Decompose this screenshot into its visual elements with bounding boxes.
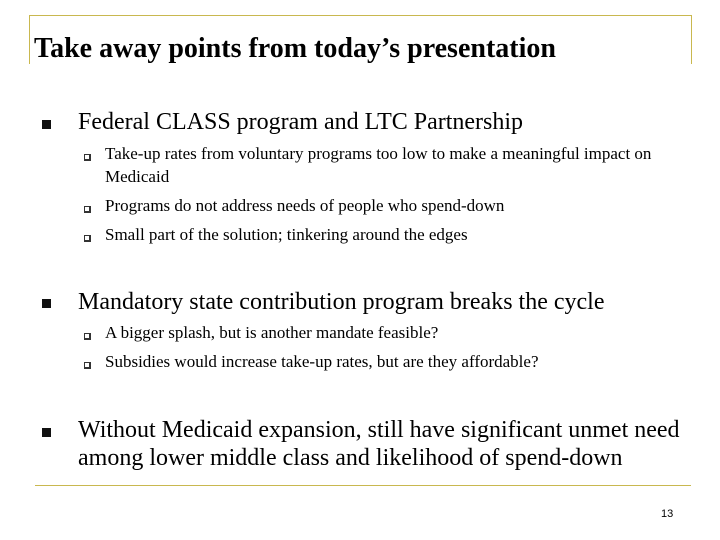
title-frame-top xyxy=(29,15,692,16)
bullet-1-sub-2: Programs do not address needs of people who spend-down xyxy=(105,196,505,215)
bullet-1-sub-3: Small part of the solution; tinkering around the edges xyxy=(105,225,468,244)
square-bullet-icon xyxy=(42,299,51,308)
page-number: 13 xyxy=(661,508,674,520)
square-bullet-icon xyxy=(42,120,51,129)
bullet-2-text: Mandatory state contribution program breaks the cycle xyxy=(78,289,605,315)
bullet-2-sub-1: A bigger splash, but is another mandate feasible? xyxy=(105,323,439,342)
bullet-1-text: Federal CLASS program and LTC Partnership xyxy=(78,109,524,135)
title-frame-right xyxy=(691,15,692,64)
hollow-square-bullet-icon xyxy=(84,333,91,340)
hollow-square-bullet-icon xyxy=(84,206,91,213)
square-bullet-icon xyxy=(42,428,51,437)
hollow-square-bullet-icon xyxy=(84,154,91,161)
bullet-3-text: Without Medicaid expansion, still have significant unmet need among lower middle class and likelihood of spend-down xyxy=(78,417,680,471)
hollow-square-bullet-icon xyxy=(84,362,91,369)
title-frame-left xyxy=(29,15,30,64)
hollow-square-bullet-icon xyxy=(84,235,91,242)
footer-rule xyxy=(35,485,691,486)
slide-title: Take away points from today’s presentation xyxy=(34,33,556,64)
bullet-1-sub-1: Take-up rates from voluntary programs too low to make a meaningful impact on Medicaid xyxy=(105,144,652,186)
bullet-2-sub-2: Subsidies would increase take-up rates, but are they affordable? xyxy=(105,352,539,371)
